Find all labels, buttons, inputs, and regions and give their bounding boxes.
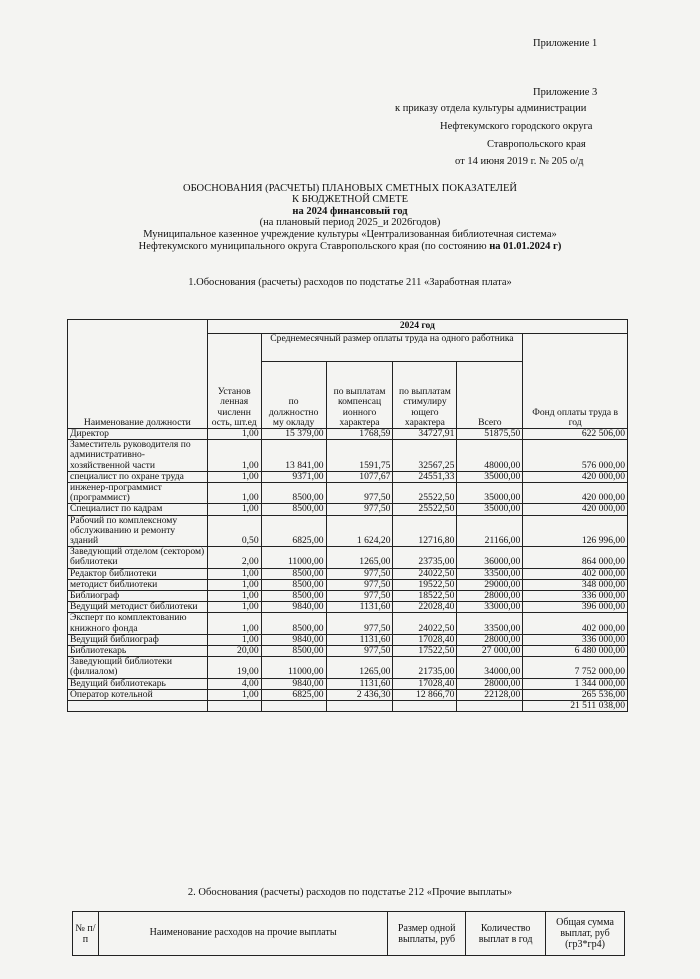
other-payments-table bbox=[72, 911, 625, 956]
position-name: Эксперт по комплектованию книжного фонда bbox=[68, 613, 208, 634]
table-row bbox=[68, 440, 628, 472]
compensation-value: 977,50 bbox=[326, 483, 393, 504]
staff-count: 1,00 bbox=[207, 613, 261, 634]
col-fund-header: Фонд оплаты труда в год bbox=[523, 334, 628, 429]
total-value: 29000,00 bbox=[457, 579, 523, 590]
table-row bbox=[68, 547, 628, 568]
annual-fund-value: 864 000,00 bbox=[523, 547, 628, 568]
col-total-header: Всего bbox=[457, 362, 523, 429]
position-name: Заместитель руководителя по административно-хозяйственной части bbox=[68, 440, 208, 472]
table-row bbox=[68, 613, 628, 634]
position-name: Библиограф bbox=[68, 591, 208, 602]
annual-fund-value: 420 000,00 bbox=[523, 483, 628, 504]
total-value: 35000,00 bbox=[457, 504, 523, 515]
table-row bbox=[68, 429, 628, 440]
total-value: 51875,50 bbox=[457, 429, 523, 440]
compensation-value: 977,50 bbox=[326, 504, 393, 515]
stimulus-value: 17028,40 bbox=[393, 678, 457, 689]
annual-fund-value: 1 344 000,00 bbox=[523, 678, 628, 689]
total-value: 33500,00 bbox=[457, 568, 523, 579]
stimulus-value: 21735,00 bbox=[393, 657, 457, 678]
annual-fund-value: 622 506,00 bbox=[523, 429, 628, 440]
salary-table bbox=[67, 319, 628, 712]
title-line-4: (на плановый период 2025_и 2026годов) bbox=[259, 217, 441, 228]
table-row bbox=[68, 515, 628, 547]
stimulus-value: 24551,33 bbox=[393, 471, 457, 482]
position-name: методист библиотеки bbox=[68, 579, 208, 590]
table-row bbox=[68, 602, 628, 613]
salary-value: 9840,00 bbox=[261, 678, 326, 689]
appendix-1-label: Приложение 1 bbox=[533, 38, 598, 49]
order-line-2: Нефтекумского городского округа bbox=[440, 121, 593, 132]
annual-fund-value: 396 000,00 bbox=[523, 602, 628, 613]
stimulus-value: 25522,50 bbox=[393, 483, 457, 504]
compensation-value: 977,50 bbox=[326, 568, 393, 579]
title-line-1: ОБОСНОВАНИЯ (РАСЧЕТЫ) ПЛАНОВЫХ СМЕТНЫХ ПОКАЗАТЕЛЕЙ bbox=[182, 183, 518, 194]
salary-value: 8500,00 bbox=[261, 613, 326, 634]
table-row bbox=[68, 689, 628, 700]
annual-fund-value: 6 480 000,00 bbox=[523, 646, 628, 657]
avg-salary-header: Среднемесячный размер оплаты труда на одного работника bbox=[261, 334, 523, 362]
staff-count: 1,00 bbox=[207, 471, 261, 482]
compensation-value: 977,50 bbox=[326, 579, 393, 590]
salary-value: 8500,00 bbox=[261, 504, 326, 515]
total-value: 28000,00 bbox=[457, 591, 523, 602]
stimulus-value: 32567,25 bbox=[393, 440, 457, 472]
staff-count: 1,00 bbox=[207, 483, 261, 504]
section-1-heading: 1.Обоснования (расчеты) расходов по подстатье 211 «Заработная плата» bbox=[188, 277, 512, 288]
col-staff-header: Установ ленная численн ость, шт.ед bbox=[207, 334, 261, 429]
compensation-value: 977,50 bbox=[326, 646, 393, 657]
total-value: 36000,00 bbox=[457, 547, 523, 568]
position-name: Ведущий библиограф bbox=[68, 634, 208, 645]
table-row bbox=[68, 591, 628, 602]
position-name: Рабочий по комплексному обслуживанию и ремонту зданий bbox=[68, 515, 208, 547]
stimulus-value: 23735,00 bbox=[393, 547, 457, 568]
salary-value: 8500,00 bbox=[261, 646, 326, 657]
col-name-header: Наименование должности bbox=[68, 320, 208, 429]
staff-count: 1,00 bbox=[207, 504, 261, 515]
stimulus-value: 25522,50 bbox=[393, 504, 457, 515]
position-name: Ведущий методист библиотеки bbox=[68, 602, 208, 613]
salary-value: 9840,00 bbox=[261, 634, 326, 645]
stimulus-value: 18522,50 bbox=[393, 591, 457, 602]
staff-count: 1,00 bbox=[207, 591, 261, 602]
staff-count: 1,00 bbox=[207, 568, 261, 579]
total-value: 33000,00 bbox=[457, 602, 523, 613]
compensation-value: 1131,60 bbox=[326, 678, 393, 689]
table-row bbox=[68, 579, 628, 590]
institution-name: Муниципальное казенное учреждение культуры «Централизованная библиотечная система» bbox=[143, 229, 557, 240]
total-value: 48000,00 bbox=[457, 440, 523, 472]
year-header: 2024 год bbox=[207, 320, 627, 334]
staff-count: 1,00 bbox=[207, 689, 261, 700]
col-comp-header: по выплатам компенсац ионного характера bbox=[326, 362, 393, 429]
position-name: инженер-программист (программист) bbox=[68, 483, 208, 504]
table-row bbox=[68, 483, 628, 504]
position-name: Заведующий отделом (сектором) библиотеки bbox=[68, 547, 208, 568]
salary-value: 9840,00 bbox=[261, 602, 326, 613]
staff-count: 1,00 bbox=[207, 602, 261, 613]
annual-fund-value: 336 000,00 bbox=[523, 634, 628, 645]
staff-count: 2,00 bbox=[207, 547, 261, 568]
section-2-heading: 2. Обоснования (расчеты) расходов по подстатье 212 «Прочие выплаты» bbox=[187, 887, 513, 898]
institution-location: Нефтекумского муниципального округа Ставропольского края (по состоянию на 01.01.2024 г) bbox=[138, 241, 562, 252]
position-name: специалист по охране труда bbox=[68, 471, 208, 482]
compensation-value: 1077,67 bbox=[326, 471, 393, 482]
staff-count: 0,50 bbox=[207, 515, 261, 547]
annual-fund-value: 420 000,00 bbox=[523, 471, 628, 482]
table-row bbox=[68, 471, 628, 482]
total-value: 35000,00 bbox=[457, 471, 523, 482]
position-name: Заведующий библиотеки (филиалом) bbox=[68, 657, 208, 678]
title-line-2: К БЮДЖЕТНОЙ СМЕТЕ bbox=[291, 194, 408, 205]
staff-count: 1,00 bbox=[207, 440, 261, 472]
compensation-value: 2 436,30 bbox=[326, 689, 393, 700]
col-expense-name-header: Наименование расходов на прочие выплаты bbox=[98, 912, 387, 956]
col-payment-qty-header: Количество выплат в год bbox=[466, 912, 546, 956]
col-payment-size-header: Размер одной выплаты, руб bbox=[388, 912, 466, 956]
salary-value: 13 841,00 bbox=[261, 440, 326, 472]
col-number-header: № п/п bbox=[73, 912, 99, 956]
salary-value: 8500,00 bbox=[261, 591, 326, 602]
compensation-value: 1591,75 bbox=[326, 440, 393, 472]
stimulus-value: 17522,50 bbox=[393, 646, 457, 657]
compensation-value: 977,50 bbox=[326, 613, 393, 634]
compensation-value: 977,50 bbox=[326, 591, 393, 602]
total-value: 35000,00 bbox=[457, 483, 523, 504]
total-value: 22128,00 bbox=[457, 689, 523, 700]
total-value: 34000,00 bbox=[457, 657, 523, 678]
salary-value: 15 379,00 bbox=[261, 429, 326, 440]
col-stim-header: по выплатам стимулиру ющего характера bbox=[393, 362, 457, 429]
salary-value: 6825,00 bbox=[261, 689, 326, 700]
staff-count: 19,00 bbox=[207, 657, 261, 678]
position-name: Ведущий библиотекарь bbox=[68, 678, 208, 689]
position-name: Специалист по кадрам bbox=[68, 504, 208, 515]
grand-total-value: 21 511 038,00 bbox=[523, 701, 628, 712]
compensation-value: 1 624,20 bbox=[326, 515, 393, 547]
salary-value: 11000,00 bbox=[261, 547, 326, 568]
table-row bbox=[68, 678, 628, 689]
order-line-1: к приказу отдела культуры администрации bbox=[395, 103, 587, 114]
title-line-3: на 2024 финансовый год bbox=[292, 206, 408, 217]
annual-fund-value: 336 000,00 bbox=[523, 591, 628, 602]
table-row bbox=[68, 634, 628, 645]
table-row bbox=[68, 504, 628, 515]
annual-fund-value: 265 536,00 bbox=[523, 689, 628, 700]
compensation-value: 1131,60 bbox=[326, 602, 393, 613]
order-line-4: от 14 июня 2019 г. № 205 о/д bbox=[455, 156, 584, 167]
table-row bbox=[68, 646, 628, 657]
annual-fund-value: 126 996,00 bbox=[523, 515, 628, 547]
stimulus-value: 24022,50 bbox=[393, 613, 457, 634]
annual-fund-value: 576 000,00 bbox=[523, 440, 628, 472]
salary-value: 8500,00 bbox=[261, 568, 326, 579]
stimulus-value: 34727,91 bbox=[393, 429, 457, 440]
salary-value: 9371,00 bbox=[261, 471, 326, 482]
order-line-3: Ставропольского края bbox=[487, 139, 586, 150]
compensation-value: 1265,00 bbox=[326, 657, 393, 678]
position-name: Библиотекарь bbox=[68, 646, 208, 657]
table-row bbox=[68, 657, 628, 678]
stimulus-value: 24022,50 bbox=[393, 568, 457, 579]
total-value: 21166,00 bbox=[457, 515, 523, 547]
stimulus-value: 12 866,70 bbox=[393, 689, 457, 700]
annual-fund-value: 402 000,00 bbox=[523, 613, 628, 634]
total-value: 28000,00 bbox=[457, 678, 523, 689]
position-name: Оператор котельной bbox=[68, 689, 208, 700]
stimulus-value: 19522,50 bbox=[393, 579, 457, 590]
staff-count: 4,00 bbox=[207, 678, 261, 689]
total-value: 27 000,00 bbox=[457, 646, 523, 657]
grand-total-row bbox=[68, 701, 628, 712]
stimulus-value: 12716,80 bbox=[393, 515, 457, 547]
compensation-value: 1265,00 bbox=[326, 547, 393, 568]
salary-value: 8500,00 bbox=[261, 483, 326, 504]
salary-value: 8500,00 bbox=[261, 579, 326, 590]
compensation-value: 1768,59 bbox=[326, 429, 393, 440]
position-name: Редактор библиотеки bbox=[68, 568, 208, 579]
annual-fund-value: 7 752 000,00 bbox=[523, 657, 628, 678]
annual-fund-value: 420 000,00 bbox=[523, 504, 628, 515]
table-row bbox=[68, 568, 628, 579]
salary-value: 11000,00 bbox=[261, 657, 326, 678]
stimulus-value: 22028,40 bbox=[393, 602, 457, 613]
staff-count: 1,00 bbox=[207, 579, 261, 590]
staff-count: 1,00 bbox=[207, 429, 261, 440]
total-value: 28000,00 bbox=[457, 634, 523, 645]
total-value: 33500,00 bbox=[457, 613, 523, 634]
appendix-3-label: Приложение 3 bbox=[533, 87, 598, 98]
col-salary-header: по должностно му окладу bbox=[261, 362, 326, 429]
annual-fund-value: 348 000,00 bbox=[523, 579, 628, 590]
salary-value: 6825,00 bbox=[261, 515, 326, 547]
stimulus-value: 17028,40 bbox=[393, 634, 457, 645]
staff-count: 1,00 bbox=[207, 634, 261, 645]
annual-fund-value: 402 000,00 bbox=[523, 568, 628, 579]
staff-count: 20,00 bbox=[207, 646, 261, 657]
compensation-value: 1131,60 bbox=[326, 634, 393, 645]
position-name: Директор bbox=[68, 429, 208, 440]
col-payment-sum-header: Общая сумма выплат, руб (гр3*гр4) bbox=[546, 912, 625, 956]
